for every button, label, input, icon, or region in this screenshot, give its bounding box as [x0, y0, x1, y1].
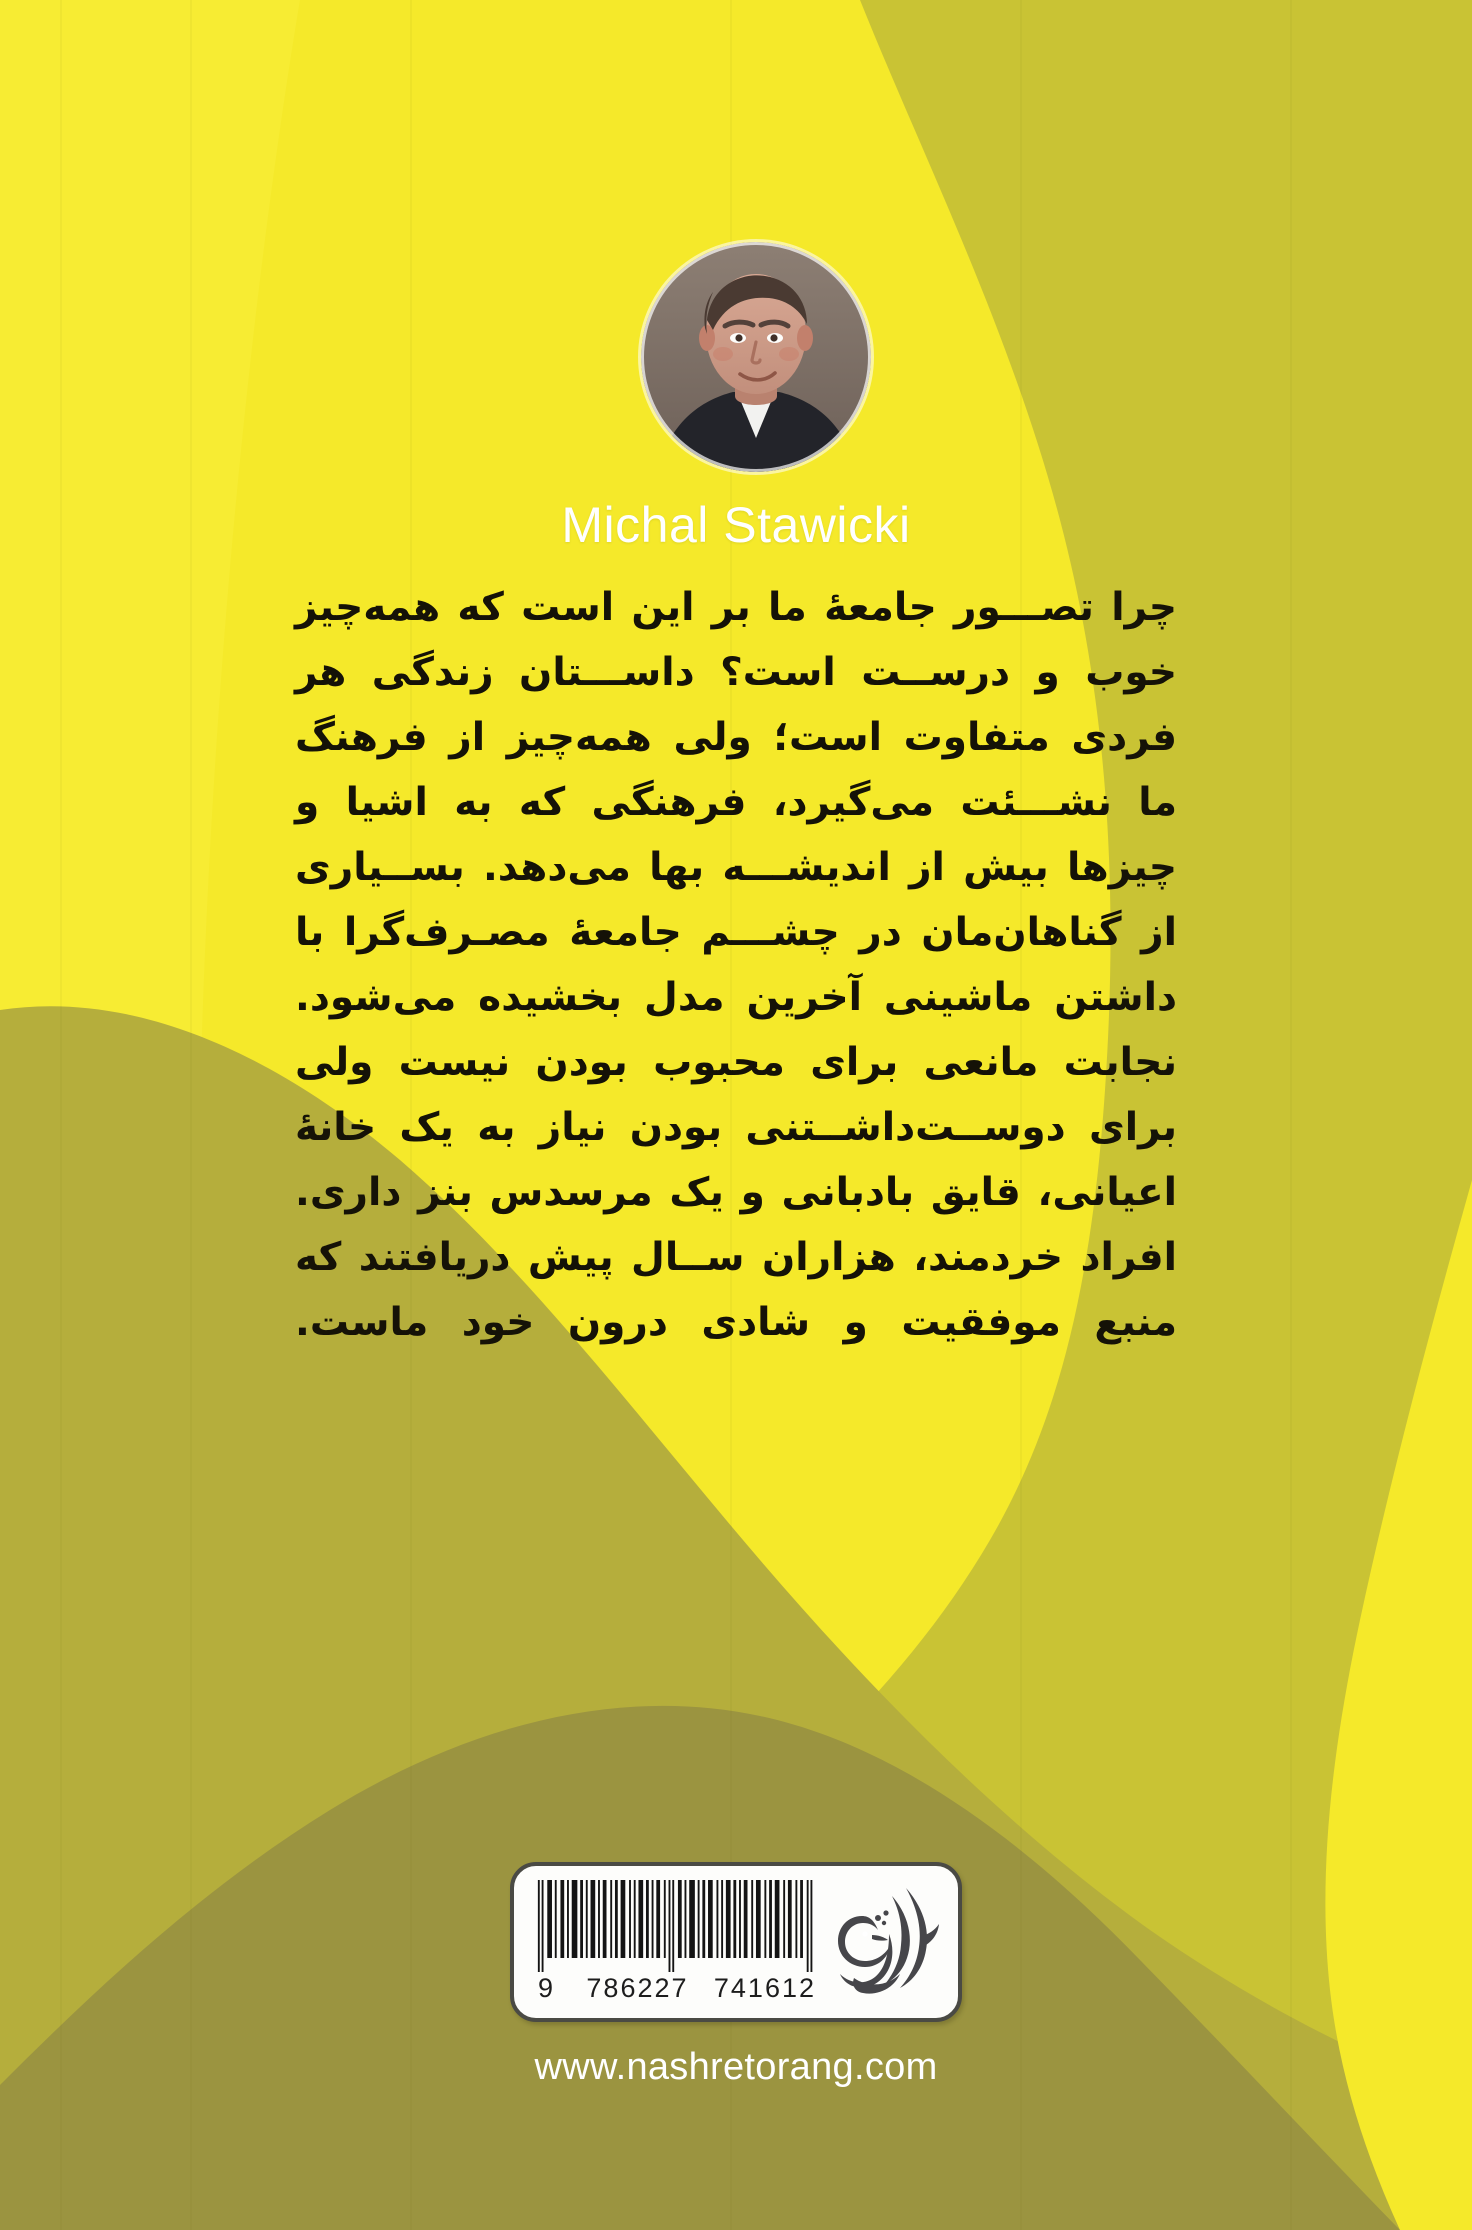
barcode-digit-prefix: 9	[538, 1973, 556, 2003]
blurb-paragraph: چرا تصـــور جامعۀ ما بر این است که همه‌چیز خوب و درســت است؟ داســـتان زندگی هر فردی متفاوت است؛ ولی همه‌چیز از فرهنگ ما نشـــئت می‌گیرد، فرهنگی که به اشیا و چیزها بیش از اندیشـــه بها می‌دهد. بســیاری از گناهان‌مان در چشـــم جامعۀ مصـرف‌گرا با داشتن ماشینی آخرین مدل بخشیده می‌شود. نجابت مانعی برای محبوب بودن نیست ولی برای دوســت‌داشــتنی بودن نیاز به یک خانۀ اعیانی، قایق بادبانی و یک مرسدس بنز داری. افراد خردمند، هزاران ســال پیش دریافتند که منبع موفقیت و شادی درون خود ماست.	[295, 585, 1177, 1345]
barcode-area	[536, 1880, 818, 2004]
author-name: Michal Stawicki	[561, 497, 911, 553]
author-portrait-illustration	[641, 242, 871, 472]
author-photo	[641, 242, 871, 472]
isbn-barcode-label	[510, 1862, 962, 2022]
back-cover-blurb	[295, 575, 1177, 1355]
barcode-digit-group-left: 786227	[586, 1973, 689, 2003]
publisher-website[interactable]: www.nashretorang.com	[534, 2046, 938, 2088]
barcode-digit-group-right: 741612	[713, 1973, 816, 2003]
ean13-barcode-bars	[536, 1880, 818, 1972]
peacock-publisher-logo-icon	[834, 1882, 944, 2002]
peacock-logo-glyph	[834, 1882, 944, 2002]
barcode-digits	[536, 1973, 818, 2004]
